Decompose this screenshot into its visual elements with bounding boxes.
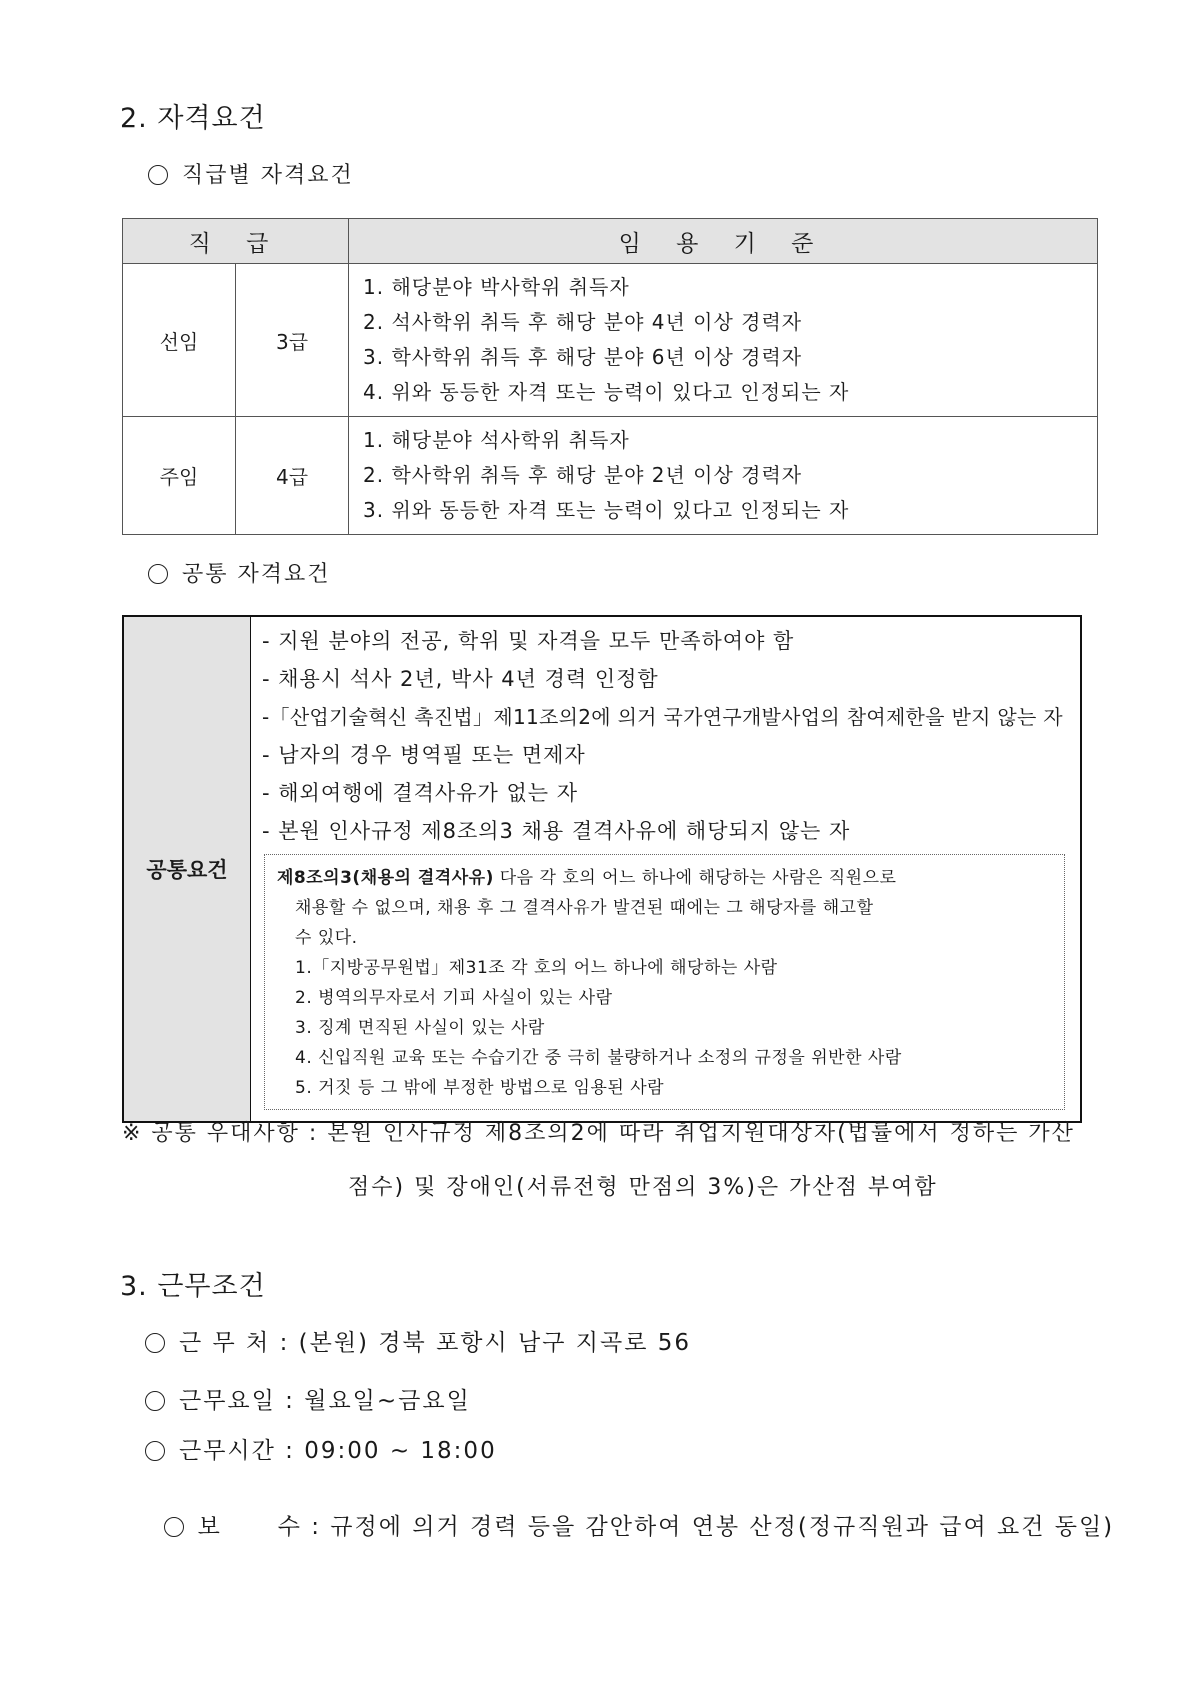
- requirement-item: - 채용시 석사 2년, 박사 4년 경력 인정함: [262, 667, 659, 691]
- criteria-item: 3. 위와 동등한 자격 또는 능력이 있다고 인정되는 자: [363, 498, 850, 522]
- work-condition-text: 근무시간 : 09:00 ~ 18:00: [179, 1438, 497, 1464]
- common-requirements-row: [123, 616, 1081, 1122]
- criteria-cell: [349, 417, 1098, 535]
- criteria-item: 2. 석사학위 취득 후 해당 분야 4년 이상 경력자: [363, 310, 803, 334]
- criteria-item: 4. 위와 동등한 자격 또는 능력이 있다고 인정되는 자: [363, 380, 850, 404]
- disqualification-item: 4. 신입직원 교육 또는 수습기간 중 극히 불량하거나 소정의 규정을 위반한 사람: [295, 1048, 902, 1068]
- section-2-title: 2. 자격요건: [120, 103, 266, 134]
- preference-note-line2: 점수) 및 장애인(서류전형 만점의 3%)은 가산점 부여함: [348, 1175, 938, 1200]
- work-condition-item: [145, 1324, 691, 1357]
- disqualification-heading: 제8조의3(채용의 결격사유): [277, 868, 494, 888]
- grade-cell: 3급: [236, 264, 349, 417]
- work-condition-item: [145, 1382, 471, 1415]
- disqualification-item: 3. 징계 면직된 사실이 있는 사람: [295, 1018, 545, 1038]
- work-condition-text: 근무요일 : 월요일~금요일: [179, 1388, 471, 1414]
- criteria-item: 1. 해당분야 석사학위 취득자: [363, 428, 630, 452]
- rank-cell: 선임: [123, 264, 236, 417]
- requirement-item: -「산업기술혁신 촉진법」제11조의2에 의거 국가연구개발사업의 참여제한을 받지 않는 자: [262, 705, 1063, 729]
- work-condition-item: [145, 1432, 497, 1465]
- circle-bullet-icon: [145, 1441, 165, 1461]
- circle-bullet-icon: [145, 1333, 165, 1353]
- disqualification-intro-cont: 채용할 수 없으며, 채용 후 그 결격사유가 발견된 때에는 그 해당자를 해고할: [295, 898, 874, 918]
- table-row: [123, 417, 1098, 535]
- table-row: [123, 264, 1098, 417]
- disqualification-item: 1.「지방공무원법」제31조 각 호의 어느 하나에 해당하는 사람: [295, 958, 778, 978]
- criteria-cell: [349, 264, 1098, 417]
- work-condition-text: 보 수 : 규정에 의거 경력 등을 감안하여 연봉 산정(정규직원과 급여 요건 동일): [197, 1514, 1115, 1540]
- work-condition-item: [145, 1482, 1114, 1541]
- criteria-item: 1. 해당분야 박사학위 취득자: [363, 275, 630, 299]
- common-requirements-content: [251, 616, 1082, 1122]
- disqualification-intro-cont: 수 있다.: [295, 928, 358, 948]
- work-condition-text: 근 무 처 : (본원) 경북 포항시 남구 지곡로 56: [179, 1330, 692, 1356]
- disqualification-item: 2. 병역의무자로서 기피 사실이 있는 사람: [295, 988, 613, 1008]
- common-requirements-label: 공통요건: [123, 616, 251, 1122]
- header-rank: 직 급: [123, 219, 349, 264]
- requirement-item: - 본원 인사규정 제8조의3 채용 결격사유에 해당되지 않는 자: [262, 819, 851, 843]
- requirement-item: - 남자의 경우 병역필 또는 면제자: [262, 743, 586, 767]
- disqualification-intro: 다음 각 호의 어느 하나에 해당하는 사람은 직원으로: [493, 868, 897, 888]
- rank-cell: 주임: [123, 417, 236, 535]
- header-criteria: 임 용 기 준: [349, 219, 1098, 264]
- criteria-item: 3. 학사학위 취득 후 해당 분야 6년 이상 경력자: [363, 345, 803, 369]
- criteria-item: 2. 학사학위 취득 후 해당 분야 2년 이상 경력자: [363, 463, 803, 487]
- common-requirements-table: [122, 615, 1082, 1123]
- requirement-item: - 지원 분야의 전공, 학위 및 자격을 모두 만족하여야 함: [262, 629, 795, 653]
- bullet-common-requirements-label: 공통 자격요건: [182, 562, 331, 587]
- bullet-rank-requirements-label: 직급별 자격요건: [182, 163, 354, 188]
- rank-requirements-table: [122, 218, 1098, 535]
- disqualification-box: [264, 854, 1065, 1110]
- circle-bullet-icon: [145, 1391, 165, 1411]
- circle-bullet-icon: [148, 165, 168, 185]
- circle-bullet-icon: [148, 564, 168, 584]
- circle-bullet-icon: [164, 1517, 184, 1537]
- grade-cell: 4급: [236, 417, 349, 535]
- table-header-row: [123, 219, 1098, 264]
- disqualification-item: 5. 거짓 등 그 밖에 부정한 방법으로 임용된 사람: [295, 1078, 665, 1098]
- requirement-item: - 해외여행에 결격사유가 없는 자: [262, 781, 578, 805]
- bullet-common-requirements: [148, 557, 331, 588]
- section-3-title: 3. 근무조건: [120, 1271, 266, 1302]
- preference-note-line1: ※ 공통 우대사항 : 본원 인사규정 제8조의2에 따라 취업지원대상자(법률에서 정하는 가산: [122, 1121, 1075, 1146]
- bullet-rank-requirements: [148, 158, 354, 189]
